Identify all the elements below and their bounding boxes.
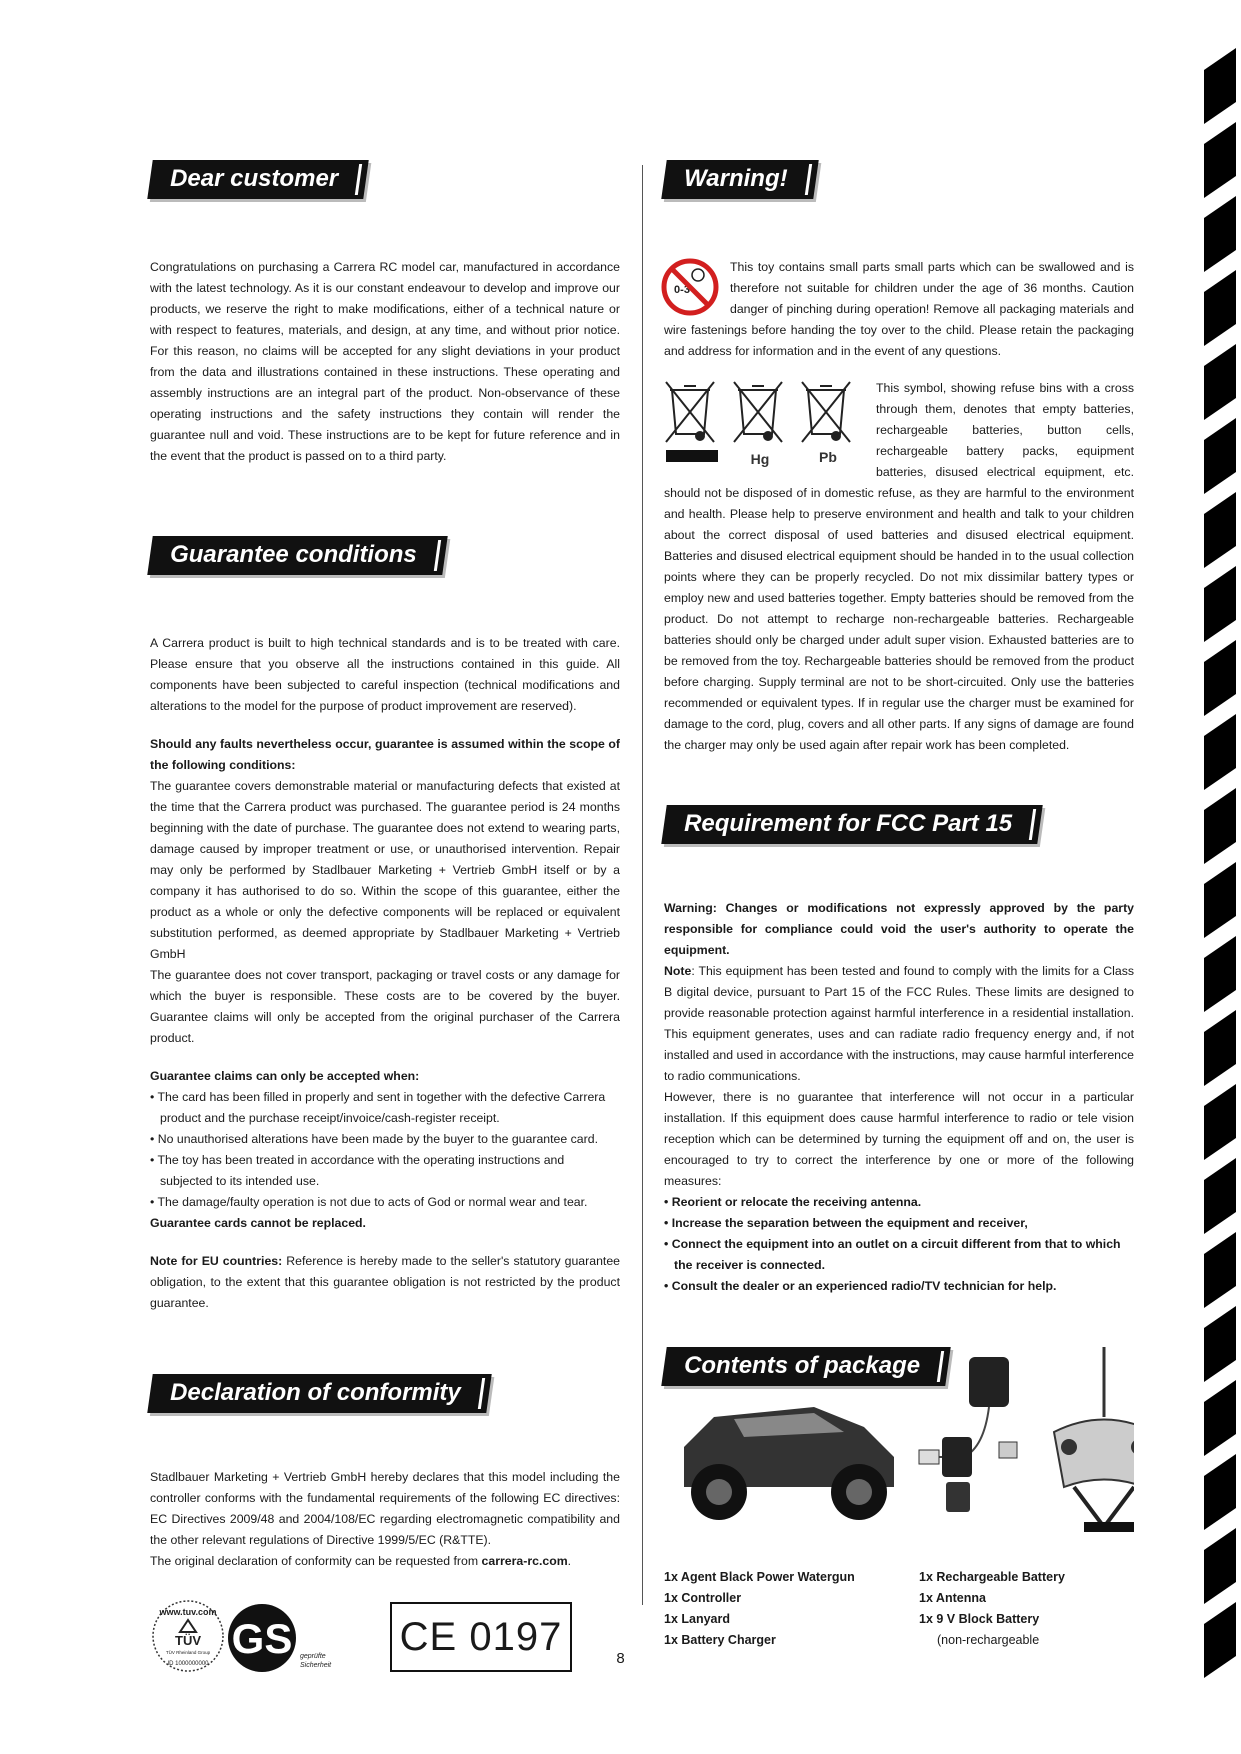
list-item: 1x Lanyard (664, 1612, 731, 1626)
stripe-segment (1204, 862, 1236, 938)
guarantee-intro: A Carrera product is built to high technical standards and is to be treated with care. Please ensure that you observe all the instructions contained in this guide. All components have been subjected to careful inspection (technical modifications and alterations to the model for the purpose of product improvement are reserved). (150, 636, 620, 713)
stripe-segment (1204, 1158, 1236, 1234)
stripe-segment (1204, 1306, 1236, 1382)
tuv-url: www.tuv.com (159, 1607, 217, 1617)
hg-label: Hg (750, 451, 770, 467)
list-item: • Reorient or relocate the receiving antenna. (664, 1192, 1134, 1213)
stripe-segment (1204, 640, 1236, 716)
gs-sub2: Sicherheit (300, 1662, 332, 1669)
stripe-segment (1204, 566, 1236, 642)
page-number: 8 (616, 1650, 625, 1667)
list-item: • Connect the equipment into an outlet on a circuit different from that to which the receiver is connected. (664, 1234, 1134, 1276)
warning-heading: Warning! (661, 160, 818, 199)
dear-customer-heading: Dear customer (147, 160, 369, 199)
fcc-note-label: Note (664, 964, 692, 978)
claims-list (150, 1087, 620, 1213)
declaration-heading: Declaration of conformity (147, 1374, 491, 1413)
fcc-note-text: : This equipment has been tested and found to comply with the limits for a Class B digital device, pursuant to Part 15 of the FCC Rules. These limits are designed to provide reasonable protection against harmful interference in a residential installation. This equipment generates, uses and can radiate radio frequency energy and, if not installed and used in accordance with the instructions, may cause harmful interference to radio communications. (664, 964, 1134, 1083)
fcc-however: However, there is no guarantee that interference will not occur in a particular installation. If this equipment does cause harmful interference to radio or tele vision reception which can be determined by turning the equipment off and on, the user is encouraged to try to correct the interference by one or more of the following measures: (664, 1090, 1134, 1188)
list-item: 1x Controller (664, 1591, 742, 1605)
package-contents-illustration (664, 1337, 1134, 1557)
stripe-segment (1204, 270, 1236, 346)
ce-mark: CE 0197 (390, 1602, 572, 1672)
left-column (150, 160, 620, 1676)
faults-text: The guarantee covers demonstrable material or manufacturing defects that existed at the time that the Carrera product was purchased. The guarantee period is 24 months beginning with the date of purchase. The guarantee does not extend to wearing parts, damage caused by improper treatment or use, or unauthorised intervention. Repair may only be performed by Stadlbauer Marketing + Vertrieb GmbH itself or by a company it has authorised to do so. Within the scope of this guarantee, either the product as a whole or only the defective components will be replaced or equivalent substitution performed, as deemed appropriate by Stadlbauer Marketing + Vertrieb GmbH (150, 779, 620, 961)
fcc-note (664, 961, 1134, 1087)
disposal-bins-icon (660, 378, 870, 474)
stripe-segment (1204, 344, 1236, 420)
pb-label: Pb (819, 449, 837, 465)
column-divider (642, 165, 643, 1605)
stripe-segment (1204, 48, 1236, 124)
stripe-segment (1204, 788, 1236, 864)
fcc-heading: Requirement for FCC Part 15 (661, 805, 1043, 844)
list-item: • Consult the dealer or an experienced radio/TV technician for help. (664, 1276, 1134, 1297)
list-item: 1x Antenna (919, 1591, 986, 1605)
stripe-segment (1204, 714, 1236, 790)
cost-text: The guarantee does not cover transport, packaging or travel costs or any damage for which the buyer is responsible. These costs are to be covered by the buyer. Guarantee claims will only be accepted from the original purchaser of the Carrera product. (150, 968, 620, 1045)
list-item: • The card has been filled in properly and sent in together with the defective Carrera product and the purchase receipt/invoice/cash-register receipt. (150, 1087, 620, 1129)
stripe-segment (1204, 492, 1236, 568)
decorative-stripes (1196, 48, 1241, 1708)
rc-car-illustration (684, 1407, 894, 1520)
stripe-segment (1204, 1528, 1236, 1604)
right-column (664, 160, 1134, 1651)
declaration-text: Stadlbauer Marketing + Vertrieb GmbH hereby declares that this model including the controller conforms with the fundamental requirements of the following EC directives: EC Directives 2009/48 and 2004/108/EC regarding electromagnetic compatibility and the other relevant regulations of Directive 1999/5/EC (R&TTE). (150, 1470, 620, 1547)
list-item: • Increase the separation between the equipment and receiver, (664, 1213, 1134, 1234)
age-warning-icon (660, 257, 720, 317)
list-item: 1x Battery Charger (664, 1633, 776, 1647)
stripe-segment (1204, 1232, 1236, 1308)
list-item: • No unauthorised alterations have been made by the buyer to the guarantee card. (150, 1129, 620, 1150)
list-item: • The toy has been treated in accordance with the operating instructions and subjected to its intended use. (150, 1150, 620, 1192)
eu-label: Note for EU countries: (150, 1254, 283, 1268)
claims-heading: Guarantee claims can only be accepted when: (150, 1069, 420, 1083)
tuv-id: ID 1000000000 (167, 1661, 209, 1667)
list-item: 1x 9 V Block Battery (919, 1612, 1040, 1626)
tuv-label: TÜV (175, 1633, 201, 1648)
stripe-segment (1204, 936, 1236, 1012)
contents-heading: Contents of package (661, 1347, 951, 1386)
package-contents-list (664, 1567, 1134, 1651)
gs-sub1: geprüfte (300, 1653, 326, 1660)
declaration-request: The original declaration of conformity can be requested from carrera-rc.com. (150, 1554, 572, 1568)
dear-customer-text: Congratulations on purchasing a Carrera RC model car, manufactured in accordance with the latest technology. As it is our constant endeavour to develop and improve our products, we reserve the right to make modifications, either of a technical nature or with respect to features, materials, and design, at any time, and without prior notice. For this reason, no claims will be accepted for any slight deviations in your product from the data and illustrations contained in these instructions. These operating and assembly instructions are an integral part of the product. Non-observance of these operating instructions and the safety instructions they contain will render the guarantee null and void. These instructions are to be kept for future reference and in the event that the product is passed on to a third party. (150, 260, 620, 463)
tuv-small: TÜV Rheinland Group (165, 1650, 211, 1655)
website-link[interactable]: carrera-rc.com (481, 1554, 568, 1568)
guarantee-heading: Guarantee conditions (147, 536, 447, 575)
stripe-segment (1204, 122, 1236, 198)
stripe-segment (1204, 1010, 1236, 1086)
list-item: • The damage/faulty operation is not due to acts of God or normal wear and tear. (150, 1192, 620, 1213)
stripe-segment (1204, 1084, 1236, 1160)
stripe-segment (1204, 1454, 1236, 1530)
eu-text: Reference is hereby made to the seller's statutory guarantee obligation, to the extent that this guarantee obligation is not restricted by the product guarantee. (150, 1254, 620, 1310)
gs-label: GS (231, 1615, 293, 1662)
stripe-segment (1204, 1380, 1236, 1456)
warning-text: This toy contains small parts small parts which can be swallowed and is therefore not suitable for children under the age of 36 months. Caution danger of pinching during operation! Remove all packaging materials and wire fastenings before handing the toy over to the child. Please retain the packaging and address for information and in the event of any questions. (664, 260, 1134, 358)
stripe-segment (1204, 1602, 1236, 1678)
stripe-segment (1204, 418, 1236, 494)
block-battery-illustration (946, 1482, 970, 1512)
fcc-measures (664, 1192, 1134, 1297)
controller-illustration (1054, 1347, 1134, 1532)
stripe-segment (1204, 196, 1236, 272)
faults-heading: Should any faults nevertheless occur, guarantee is assumed within the scope of the following conditions: (150, 737, 620, 772)
rechargeable-battery-illustration (942, 1437, 972, 1477)
list-item: 1x Rechargeable Battery (919, 1570, 1065, 1584)
disposal-text: This symbol, showing refuse bins with a cross through them, denotes that empty batteries, rechargeable batteries, button cells, rechargeable battery packs, equipment batteries, disused electrical equipment, etc. should not be disposed of in domestic refuse, as they are harmful to the environment and health. Please help to preserve environment and health and talk to your children about the correct disposal of used batteries and disused electrical equipment. Batteries and disused electrical equipment should be handed in to the usual collection points where they can be properly recycled. Do not mix dissimilar battery types or employ new and used batteries together. Empty batteries should be removed from the product. Do not attempt to recharge non-rechargeable batteries. Rechargeable batteries should only be charged under adult super vision. Exhausted batteries are to be removed from the toy. Rechargeable batteries should be removed from the product before charging. Supply terminal are not to be short-circuited. Only use the batteries recommended or equivalent types. If in regular use the charger must be examined for damage to the cord, plug, covers and all other parts. If any signs of damage are found the charger may only be used again after repair work has been completed. (664, 381, 1134, 752)
list-item: 1x Agent Black Power Watergun (664, 1570, 855, 1584)
fcc-warning: Warning: Changes or modifications not expressly approved by the party responsible for compliance could void the user's authority to operate the equipment. (664, 901, 1134, 957)
eu-note (150, 1251, 620, 1314)
age-badge: 0-3 (674, 284, 690, 296)
no-replace-note: Guarantee cards cannot be replaced. (150, 1216, 366, 1230)
list-item-note: (non-rechargeable (937, 1633, 1040, 1647)
